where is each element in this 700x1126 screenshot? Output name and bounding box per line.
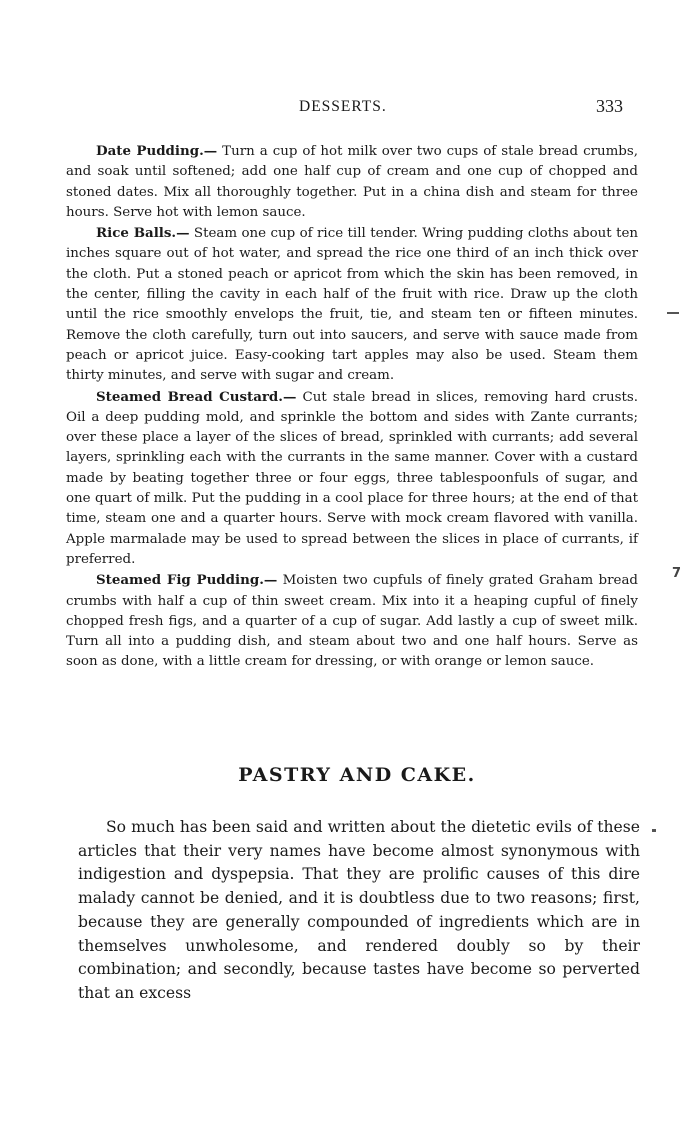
recipe-body: Moisten two cupfuls of finely grated Graham bread crumbs with half a cup of thin sweet cream. Mix into it a heaping cupful of finely chopped fresh figs, and a quarter of a cup of sugar. Add lastly a cup of sweet milk. Turn all into a pudding dish, and steam about two and one half hours. Serve as soon as done, with a little cream for dressing, or with orange or lemon sauce. [66,573,638,670]
running-head [0,98,700,120]
recipe-rice-balls [66,223,638,386]
margin-dot-mark [652,829,656,832]
recipe-body: Turn a cup of hot milk over two cups of stale bread crumbs, and soak until softened; add one half cup of cream and one cup of chopped and stoned dates. Mix all thoroughly together. Put in a china dish and steam for three hours. Serve hot with lemon sauce. [66,144,638,220]
recipe-date-pudding [66,141,638,223]
recipe-body: Cut stale bread in slices, removing hard crusts. Oil a deep pudding mold, and sprinkle the bottom and sides with Zante currants; over these place a layer of the slices of bread, sprinkled with currants; add several layers, sprinkling each with the currants in the same manner. Cover with a custard made by beating together three or four eggs, three tablespoonfuls of sugar, and one quart of milk. Put the pudding in a cool place for three hours; at the end of that time, steam one and a quarter hours. Serve with mock cream flavored with vanilla. Apple marmalade may be used to spread between the slices in place of currants, if preferred. [66,389,638,567]
recipe-title: Steamed Fig Pudding.— [96,572,278,589]
recipe-body: Steam one cup of rice till tender. Wring pudding cloths about ten inches square out of hot water, and spread the rice one third of an inch thick over the cloth. Put a stoned peach or apricot from which the skin has been removed, in the center, filling the cavity in each half of the fruit with rice. Draw up the cloth until the rice smoothly envelops the fruit, tie, and steam ten or fifteen minutes. Remove the cloth carefully, turn out into saucers, and serve with sauce made from peach or apricot juice. Easy-cooking tart apples may also be used. Steam them thirty minutes, and serve with sugar and cream. [66,226,638,384]
section-paragraph: So much has been said and written about the dietetic evils of these articles that their very names have become almost synonymous with indigestion and dyspepsia. That they are prolific causes of this dire malady cannot be denied, and it is doubtless due to two reasons; first, because they are generally compounded of ingredients which are in themselves unwholesome, and rendered doubly so by their combination; and secondly, because tastes have become so perverted that an excess [78,818,640,1002]
page-number: 333 [596,96,623,116]
margin-dash-mark [667,312,679,314]
section-heading: PASTRY AND CAKE. [238,764,476,786]
recipe-title: Steamed Bread Custard.— [96,388,297,405]
recipe-list [66,141,638,673]
recipe-title: Rice Balls.— [96,225,190,242]
recipe-title: Date Pudding.— [96,143,218,159]
section-body [78,816,640,1006]
margin-seven-mark: 7 [672,566,682,581]
running-title: DESSERTS. [299,98,387,115]
recipe-steamed-fig-pudding [66,570,638,672]
recipe-steamed-bread-custard [66,387,638,571]
